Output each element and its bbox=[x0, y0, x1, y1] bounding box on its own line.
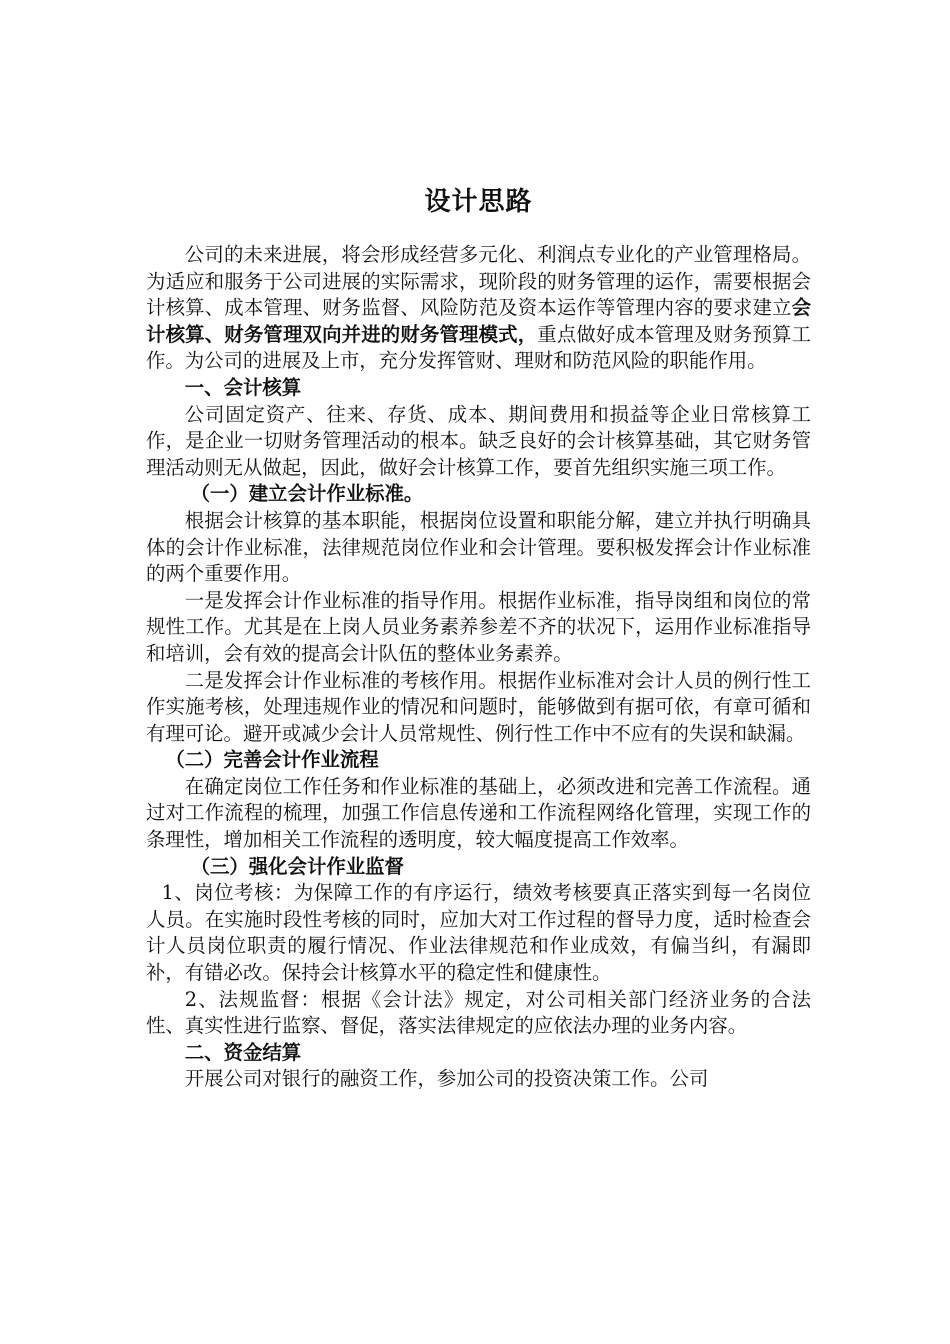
intro-paragraph bbox=[146, 242, 811, 375]
section2-paragraph: 开展公司对银行的融资工作，参加公司的投资决策工作。公司 bbox=[184, 1067, 709, 1091]
sub1-paragraph3: 二是发挥会计作业标准的考核作用。根据作业标准对会计人员的例行性工作实施考核，处理违规作业的情况和问题时，能够做到有据可依，有章可循和有理可论。避开或减少会计人员常规性、例行性工作中不应有的失误和缺漏。 bbox=[146, 668, 811, 745]
sub1-paragraph1: 根据会计核算的基本职能，根据岗位设置和职能分解，建立并执行明确具体的会计作业标准，法律规范岗位作业和会计管理。要积极发挥会计作业标准的两个重要作用。 bbox=[146, 508, 811, 586]
sub3-heading: （三）强化会计作业监督 bbox=[190, 854, 404, 878]
sub3-item1: 1、岗位考核：为保障工作的有序运行，绩效考核要真正落实到每一名岗位人员。在实施时段性考核的同时，应加大对工作过程的督导力度，适时检查会计人员岗位职责的履行情况、作业法律规范和作业成效，有偏当纠，有漏即补，有错必改。保持会计核算水平的稳定性和健康性。 bbox=[146, 881, 811, 985]
section1-heading: 一、会计核算 bbox=[184, 375, 302, 399]
document-title: 设计思路 bbox=[424, 187, 533, 217]
section1-paragraph: 公司固定资产、往来、存货、成本、期间费用和损益等企业日常核算工作，是企业一切财务管理活动的根本。缺乏良好的会计核算基础，其它财务管理活动则无从做起，因此，做好会计核算工作，要首先组织实施三项工作。 bbox=[146, 402, 811, 479]
intro-text-part1: 公司的未来进展，将会形成经营多元化、利润点专业化的产业管理格局。为适应和服务于公司进展的实际需求，现阶段的财务管理的运作，需要根据会计核算、成本管理、财务监督、风险防范及资本运作等管理内容的要求建立 bbox=[146, 243, 811, 320]
section2-heading: 二、资金结算 bbox=[184, 1040, 302, 1064]
sub1-paragraph2: 一是发挥会计作业标准的指导作用。根据作业标准，指导岗组和岗位的常规性工作。尤其是在上岗人员业务素养参差不齐的状况下，运用作业标准指导和培训，会有效的提高会计队伍的整体业务素养。 bbox=[146, 588, 811, 665]
intro-bold-text: 会计核算、财务管理双向并进的财务管理模式， bbox=[146, 296, 811, 346]
sub3-item2: 2、法规监督：根据《会计法》规定，对公司相关部门经济业务的合法性、真实性进行监察、督促，落实法律规定的应依法办理的业务内容。 bbox=[146, 987, 811, 1038]
sub2-paragraph: 在确定岗位工作任务和作业标准的基础上，必须改进和完善工作流程。通过对工作流程的梳理，加强工作信息传递和工作流程网络化管理，实现工作的条理性，增加相关工作流程的透明度，较大幅度提高工作效率。 bbox=[146, 774, 811, 852]
sub1-heading: （一）建立会计作业标准。 bbox=[190, 482, 424, 506]
sub2-heading: （二）完善会计作业流程 bbox=[165, 748, 379, 772]
intro-text-part2: 重点做好成本管理及财务预算工作。为公司的进展及上市，充分发挥管财、理财和防范风险的职能作用。 bbox=[146, 322, 812, 373]
document-page bbox=[146, 150, 811, 1093]
